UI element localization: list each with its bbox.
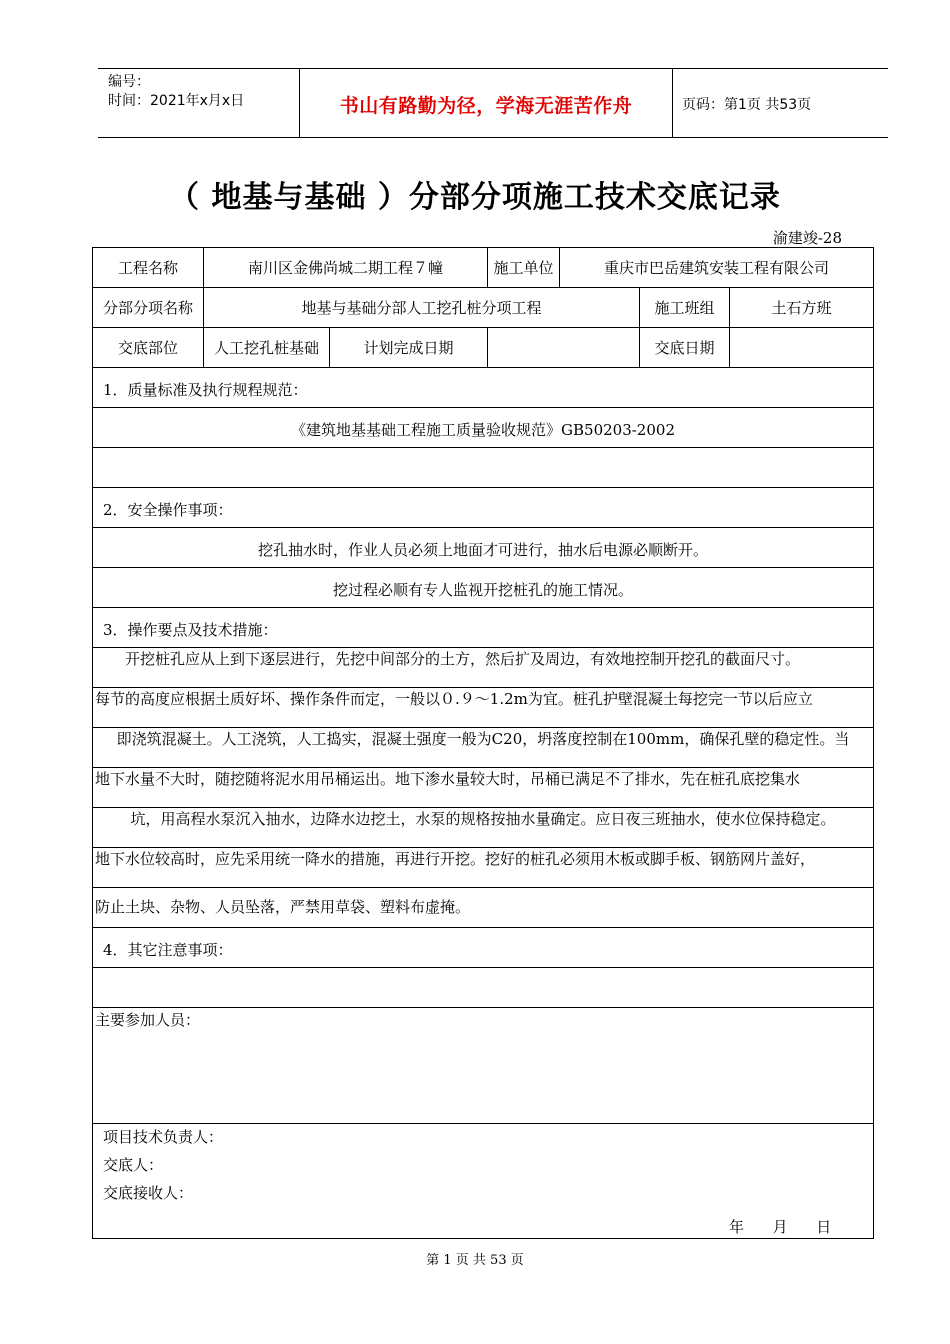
time-label: 时间：2021年x月x日 <box>108 93 245 109</box>
ops-line <box>93 848 873 888</box>
location-value: 人工挖孔桩基础 <box>203 328 329 367</box>
project-name-value: 南川区金佛尚城二期工程７幢 <box>203 248 487 287</box>
section-line <box>93 528 873 568</box>
ops-line <box>93 768 873 808</box>
location-label: 交底部位 <box>117 339 178 357</box>
ops-text-7: 防止土块、杂物、人员坠落，严禁用草袋、塑料布虚掩。 <box>95 898 471 916</box>
project-name-label: 工程名称 <box>117 259 178 277</box>
info-row <box>93 288 873 328</box>
plan-date-value <box>487 328 639 367</box>
ops-text-2: 每节的高度应根据土质好坏、操作条件而定，一般以０.９～1.2m为宜。桩孔护壁混凝土每挖完一节以后应立 <box>95 690 813 708</box>
ops-line <box>93 688 873 728</box>
quality-title: 1．质量标准及执行规程规范： <box>103 381 308 399</box>
motto: 书山有路勤为径，学海无涯苦作舟 <box>339 95 633 117</box>
contractor-value: 重庆市巴岳建筑安装工程有限公司 <box>559 248 873 287</box>
briefing-form <box>92 247 874 1239</box>
ops-text-4: 地下水量不大时，随挖随将泥水用吊桶运出。地下渗水量较大时，吊桶已满足不了排水，先在桩孔底挖集水 <box>95 770 801 788</box>
participants-block <box>93 1008 873 1124</box>
brief-date-value <box>729 328 873 367</box>
header-meta <box>108 73 244 111</box>
participants-label: 主要参加人员： <box>95 1011 201 1029</box>
ops-text-1: 开挖桩孔应从上到下逐层进行，先挖中间部分的土方，然后扩及周边，有效地控制开挖孔的截面尺寸。 <box>125 650 801 668</box>
empty-line <box>93 968 873 1008</box>
ops-text-6: 地下水位较高时，应先采用统一降水的措施，再进行开挖。挖好的桩孔必须用木板或脚手板、钢筋网片盖好， <box>95 850 816 868</box>
info-row <box>93 248 873 288</box>
tech-lead-label: 项目技术负责人： <box>103 1128 224 1146</box>
ops-text-5: 坑，用高程水泵沉入抽水，边降水边挖土，水泵的规格按抽水量确定。应日夜三班抽水，使水位保持稳定。 <box>130 810 836 828</box>
safety-item-2: 挖过程必顺有专人监视开挖桩孔的施工情况。 <box>332 581 633 599</box>
quality-standard: 《建筑地基基础工程施工质量验收规范》GB50203-2002 <box>291 421 675 439</box>
section-header <box>93 368 873 408</box>
section-line <box>93 568 873 608</box>
team-label: 施工班组 <box>639 288 729 327</box>
ops-line <box>93 728 873 768</box>
other-title: 4．其它注意事项： <box>103 941 233 959</box>
section-header <box>93 928 873 968</box>
plan-date-label: 计划完成日期 <box>329 328 487 367</box>
safety-title: 2．安全操作事项： <box>103 501 233 519</box>
signature-block <box>93 1124 873 1238</box>
number-label: 编号： <box>108 74 150 90</box>
ops-line <box>93 888 873 928</box>
info-row <box>93 328 873 368</box>
subitem-label: 分部分项名称 <box>102 299 193 317</box>
document-header <box>98 68 888 138</box>
page-footer: 第 1 页 共 53 页 <box>426 1253 524 1268</box>
receiver-label: 交底接收人： <box>103 1184 194 1202</box>
page-info: 页码：第1页 共53页 <box>682 97 812 113</box>
team-value: 土石方班 <box>729 288 873 327</box>
ops-line <box>93 648 873 688</box>
ops-text-3: 即浇筑混凝土。人工浇筑，人工捣实，混凝土强度一般为C20，坍落度控制在100mm，确保孔壁的稳定性。当 <box>116 730 850 748</box>
section-header <box>93 488 873 528</box>
ops-title: 3．操作要点及技术措施： <box>103 621 278 639</box>
ops-line <box>93 808 873 848</box>
safety-item-1: 挖孔抽水时，作业人员必须上地面才可进行，抽水后电源必顺断开。 <box>257 541 708 559</box>
form-code: 渝建竣-28 <box>772 229 842 247</box>
section-line <box>93 408 873 448</box>
contractor-label: 施工单位 <box>487 248 559 287</box>
subitem-value: 地基与基础分部人工挖孔桩分项工程 <box>203 288 639 327</box>
briefer-label: 交底人： <box>103 1156 164 1174</box>
empty-line <box>93 448 873 488</box>
brief-date-label: 交底日期 <box>639 328 729 367</box>
date-line: 年 月 日 <box>729 1218 832 1236</box>
header-divider <box>672 69 673 137</box>
document-title: （ 地基与基础 ）分部分项施工技术交底记录 <box>169 180 781 215</box>
section-header <box>93 608 873 648</box>
